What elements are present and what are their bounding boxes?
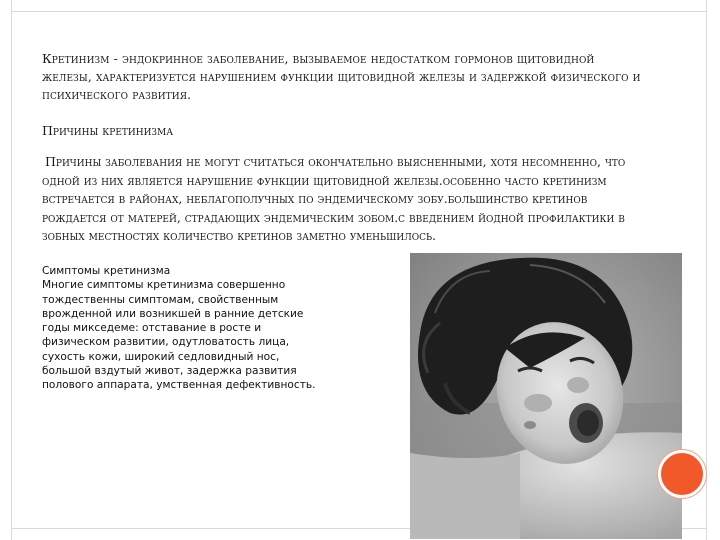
intro-paragraph: Кретинизм - эндокринное заболевание, вызываемое недостатком гормонов щитовидной железы, характеризуется нарушением функции щитовидной железы и задержкой физического и психического развития. <box>42 51 641 102</box>
causes-heading: Причины кретинизма <box>42 123 174 138</box>
causes-paragraph: Причины заболевания не могут считаться окончательно выясненными, хотя несомненно, что одной из них является нарушение функции щитовидной железы.особенно часто кретинизм встречается в районах, неблагополучных по эндемическому зобу.большинство кретинов рождается от матерей, страдающих эндемическим зобом.с введением йодной профилактики в зобных местностях количество кретинов заметно уменьшилось. <box>42 154 626 243</box>
symptoms-heading: Симптомы кретинизма <box>42 265 171 277</box>
child-photo-drawing <box>410 253 682 539</box>
slide-frame-left <box>11 0 12 540</box>
child-photo <box>410 253 682 539</box>
symptoms-block <box>42 264 327 393</box>
accent-circle <box>658 450 706 498</box>
slide-frame-top <box>11 11 707 12</box>
slide-frame-right <box>706 0 707 540</box>
symptoms-paragraph: Многие симптомы кретинизма совершенно тождественны симптомам, свойственным врожденной или возникшей в ранние детские годы микседеме: отставание в росте и физическом развитии, одутловатость лица, сухость кожи, широкий седловидный нос, большой вздутый живот, задержка развития полового аппарата, умственная дефективность. <box>42 279 316 392</box>
